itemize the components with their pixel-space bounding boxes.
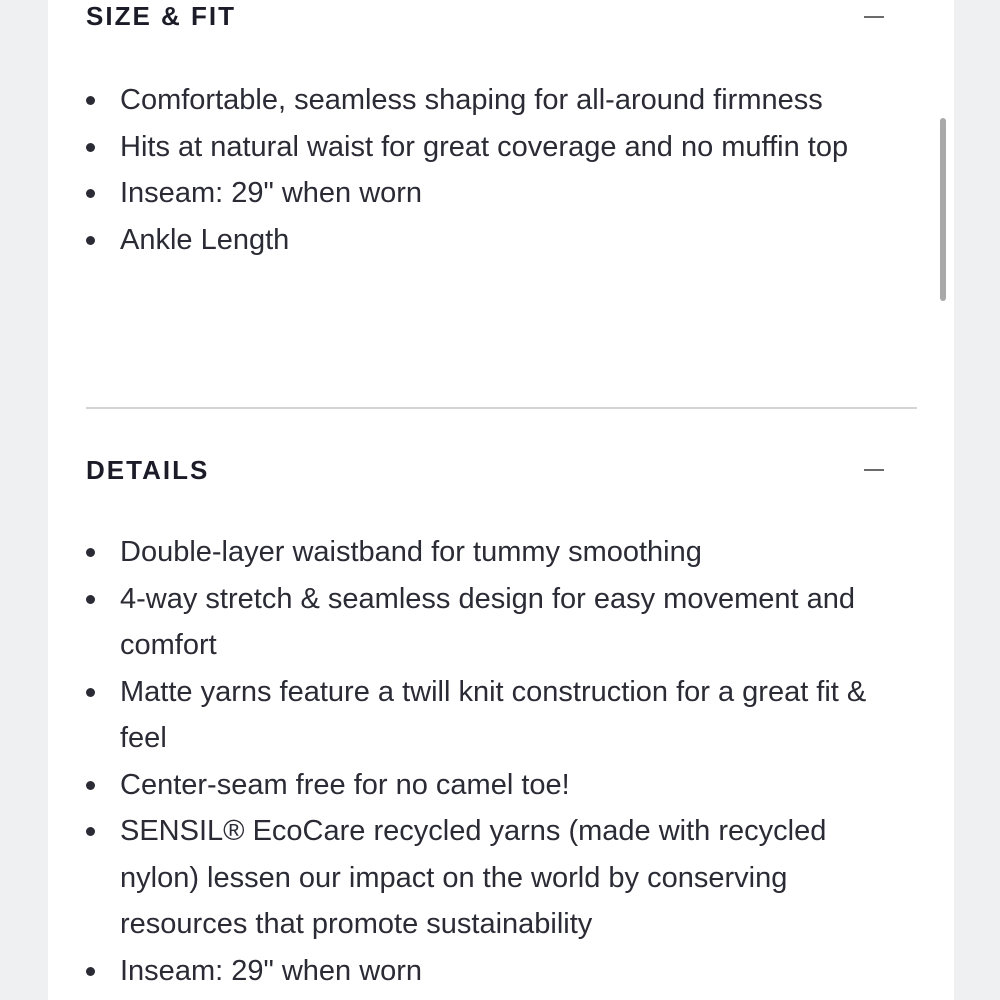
list-item-text: Inseam: 29" when worn <box>120 177 423 209</box>
list-item <box>86 217 886 264</box>
details-heading[interactable]: DETAILS <box>86 455 210 485</box>
bullet-icon <box>86 548 95 557</box>
list-item-text: Hits at natural waist for great coverage and no muffin top <box>120 130 849 163</box>
bullet-icon <box>86 96 95 105</box>
scrollbar-thumb[interactable] <box>940 118 946 301</box>
list-item <box>86 762 886 809</box>
bullet-icon <box>86 781 95 790</box>
bullet-icon <box>86 688 95 697</box>
bullet-icon <box>86 189 95 198</box>
list-item <box>86 124 886 171</box>
bullet-icon <box>86 967 95 976</box>
list-item-text: Inseam: 29" when worn <box>120 954 423 987</box>
bullet-icon <box>86 143 95 152</box>
collapse-details-icon[interactable] <box>864 469 884 471</box>
list-item-text: SENSIL® EcoCare recycled yarns (made with recycled nylon) lessen our impact on the world by conserving resources that promote sustainability <box>120 815 827 940</box>
list-item-text: Comfortable, seamless shaping for all-around firmness <box>120 84 823 116</box>
bullet-icon <box>86 827 95 836</box>
list-item-text: Center-seam free for no camel toe! <box>120 768 570 801</box>
list-item-text: Double-layer waistband for tummy smoothing <box>120 536 702 568</box>
bullet-icon <box>86 236 95 245</box>
section-divider <box>86 407 917 409</box>
bullet-icon <box>86 595 95 604</box>
list-item <box>86 170 886 217</box>
size-fit-heading[interactable]: SIZE & FIT <box>86 1 236 31</box>
list-item-text: Matte yarns feature a twill knit construction for a great fit & feel <box>120 675 867 754</box>
list-item <box>86 948 886 995</box>
list-item <box>86 576 886 669</box>
list-item <box>86 669 886 762</box>
list-item-text: 4-way stretch & seamless design for easy movement and comfort <box>120 582 855 661</box>
size-fit-list <box>86 77 886 263</box>
collapse-size-fit-icon[interactable] <box>864 16 884 18</box>
details-list <box>86 529 886 994</box>
list-item <box>86 808 886 948</box>
product-info-panel <box>48 0 954 1000</box>
list-item <box>86 529 886 576</box>
list-item <box>86 77 886 124</box>
list-item-text: Ankle Length <box>120 223 290 256</box>
